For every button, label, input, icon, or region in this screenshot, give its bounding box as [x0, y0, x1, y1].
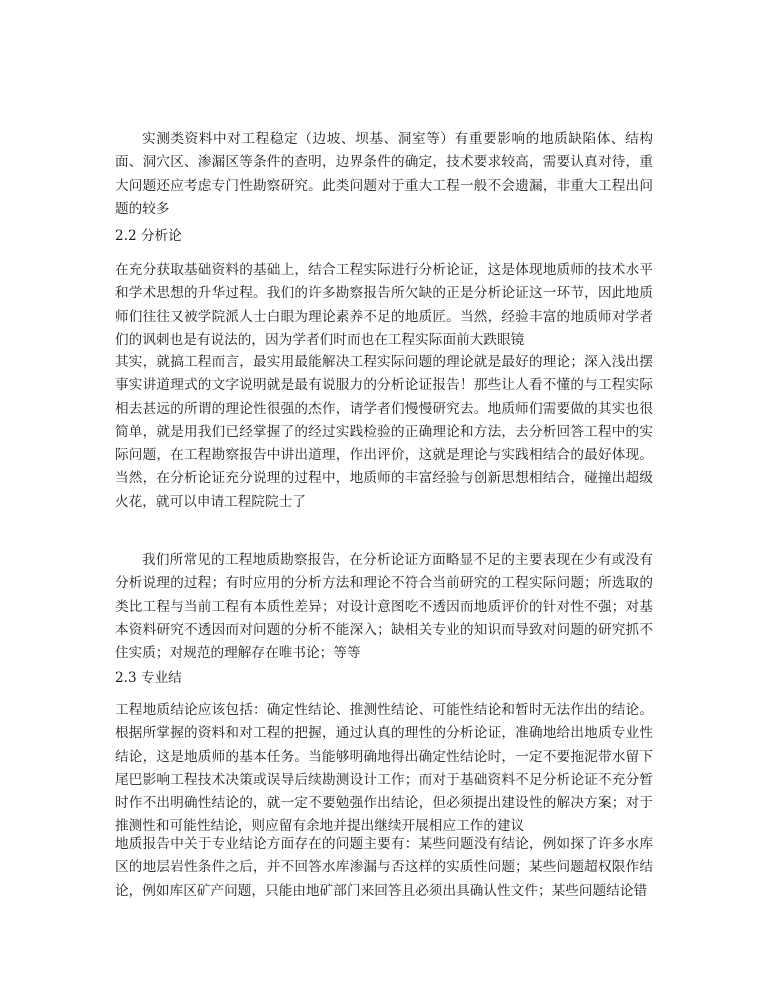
paragraph-common-shortcomings: 我们所常见的工程地质勘察报告，在分析论证方面略显不足的主要表现在少有或没有分析说理的过程；有时应用的分析方法和理论不符合当前研究的工程实际问题；所选取的类比工程与当前工程有本质性差异；对设计意图吃不透因而地质评价的针对性不强；对基本资料研究不透因而对问题的分析不能深入；缺相关专业的知识而导致对问题的研究抓不住实质；对规范的理解存在唯书论；等等: [115, 552, 653, 662]
paragraph-practical-theory: 其实，就搞工程而言，最实用最能解决工程实际问题的理论就是最好的理论；深入浅出摆事实讲道理式的文字说明就是最有说服力的分析论证报告！那些让人看不懂的与工程实际相去甚远的所谓的理论性很强的杰作，请学者们慢慢研究去。地质师们需要做的其实也很简单，就是用我们已经掌握了的经过实践检验的正确理论和方法，去分析回答工程中的实际问题，在工程勘察报告中讲出道理，作出评价，这就是理论与实践相结合的最好体现。当然，在分析论证充分说理的过程中，地质师的丰富经验与创新思想相结合，碰撞出超级火花，就可以申请工程院院士了: [115, 354, 653, 510]
paragraph-conclusion-problems: 地质报告中关于专业结论方面存在的问题主要有：某些问题没有结论，例如探了许多水库区的地层岩性条件之后，并不回答水库渗漏与否这样的实质性问题；某些问题超权限作结论，例如库区矿产问题，只能由地矿部门来回答且必须出具确认性文件；某些问题结论错: [115, 836, 653, 899]
section-heading-2-3: 2.3 专业结: [115, 670, 182, 686]
paragraph-engineering-stability: 实测类资料中对工程稳定（边坡、坝基、洞室等）有重要影响的地质缺陷体、结构面、洞穴区、渗漏区等条件的查明，边界条件的确定，技术要求较高，需要认真对待，重大问题还应考虑专门性勘察研究。此类问题对于重大工程一般不会遗漏，非重大工程出问题的较多: [115, 131, 653, 217]
section-heading-2-2: 2.2 分析论: [115, 228, 182, 244]
paragraph-analysis-intro: 在充分获取基础资料的基础上，结合工程实际进行分析论证，这是体现地质师的技术水平和学术思想的升华过程。我们的许多勘察报告所欠缺的正是分析论证这一环节，因此地质师们往往又被学院派人士白眼为理论素养不足的地质匠。当然，经验丰富的地质师对学者们的讽刺也是有说法的，因为学者们时而也在工程实际面前大跌眼镜: [115, 262, 653, 348]
paragraph-geological-conclusions: 工程地质结论应该包括：确定性结论、推测性结论、可能性结论和暂时无法作出的结论。根据所掌握的资料和对工程的把握，通过认真的理性的分析论证，准确地给出地质专业性结论，这是地质师的基本任务。当能够明确地得出确定性结论时，一定不要拖泥带水留下尾巴影响工程技术决策或误导后续勘测设计工作；而对于基础资料不足分析论证不充分暂时作不出明确性结论的，就一定不要勉强作出结论，但必须提出建设性的解决方案；对于推测性和可能性结论，则应留有余地并提出继续开展相应工作的建议: [115, 702, 653, 835]
